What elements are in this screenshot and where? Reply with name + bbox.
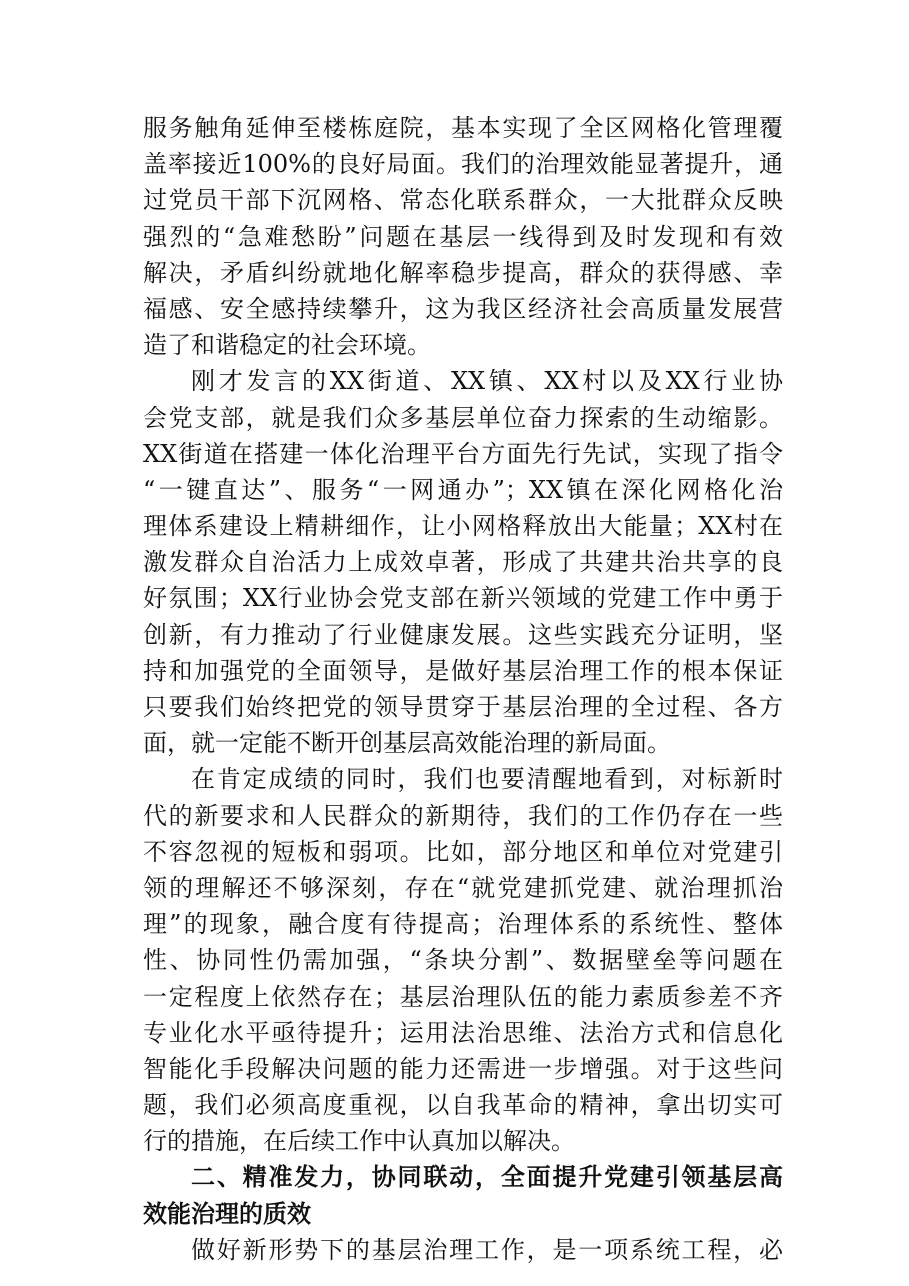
text-line: 激发群众自治活力上成效卓著，形成了共建共治共享的良 xyxy=(143,548,783,577)
text-line: 性、协同性仍需加强，“条块分割”、数据壁垒等问题在 xyxy=(143,946,783,975)
heading-line: 二、精准发力，协同联动，全面提升党建引领基层高 xyxy=(191,1163,783,1192)
document-body xyxy=(143,110,783,1268)
text-line: 福感、安全感持续攀升，这为我区经济社会高质量发展营 xyxy=(143,294,783,323)
section-heading xyxy=(143,1159,783,1231)
text-line: 解决，矛盾纠纷就地化解率稳步提高，群众的获得感、幸 xyxy=(143,258,783,287)
paragraph xyxy=(143,1232,783,1268)
paragraph xyxy=(143,110,783,363)
text-line: 只要我们始终把党的领导贯穿于基层治理的全过程、各方 xyxy=(143,693,783,721)
text-line: 行的措施，在后续工作中认真加以解决。 xyxy=(143,1127,575,1156)
heading-line: 效能治理的质效 xyxy=(143,1199,311,1228)
text-line: 理体系建设上精耕细作，让小网格释放出大能量；XX村在 xyxy=(143,512,783,541)
text-line: 好氛围；XX行业协会党支部在新兴领域的党建工作中勇于 xyxy=(143,584,783,613)
text-line: 智能化手段解决问题的能力还需进一步增强。对于这些问 xyxy=(143,1054,783,1083)
text-line: 专业化水平亟待提升；运用法治思维、法治方式和信息化 xyxy=(143,1018,783,1047)
text-line: 持和加强党的全面领导，是做好基层治理工作的根本保证 xyxy=(143,656,783,685)
paragraph xyxy=(143,363,783,761)
text-line: “一键直达”、服务“一网通办”；XX镇在深化网格化治 xyxy=(143,475,783,504)
text-line: 创新，有力推动了行业健康发展。这些实践充分证明，坚 xyxy=(143,620,783,649)
paragraph xyxy=(143,761,783,1159)
text-line: 在肯定成绩的同时，我们也要清醒地看到，对标新时 xyxy=(191,765,783,794)
text-line: 过党员干部下沉网格、常态化联系群众，一大批群众反映 xyxy=(143,186,783,215)
text-line: 一定程度上依然存在；基层治理队伍的能力素质参差不齐 xyxy=(143,982,783,1011)
text-line: XX街道在搭建一体化治理平台方面先行先试，实现了指令 xyxy=(143,439,783,468)
text-line: 领的理解还不够深刻，存在“就党建抓党建、就治理抓治 xyxy=(143,873,783,902)
text-line: 盖率接近100%的良好局面。我们的治理效能显著提升，通 xyxy=(143,150,783,179)
text-line: 面，就一定能不断开创基层高效能治理的新局面。 xyxy=(143,729,671,758)
text-line: 造了和谐稳定的社会环境。 xyxy=(143,331,431,360)
text-line: 会党支部，就是我们众多基层单位奋力探索的生动缩影。 xyxy=(143,403,783,432)
text-line: 强烈的“急难愁盼”问题在基层一线得到及时发现和有效 xyxy=(143,222,783,251)
text-line: 理”的现象，融合度有待提高；治理体系的系统性、整体 xyxy=(143,910,783,939)
text-line: 不容忽视的短板和弱项。比如，部分地区和单位对党建引 xyxy=(143,837,783,866)
text-line: 代的新要求和人民群众的新期待，我们的工作仍存在一些 xyxy=(143,801,783,830)
text-line: 刚才发言的XX街道、XX镇、XX村以及XX行业协 xyxy=(191,367,783,396)
text-line: 题，我们必须高度重视，以自我革命的精神，拿出切实可 xyxy=(143,1091,783,1120)
text-line: 做好新形势下的基层治理工作，是一项系统工程，必 xyxy=(191,1235,783,1264)
text-line: 服务触角延伸至楼栋庭院，基本实现了全区网格化管理覆 xyxy=(143,114,783,142)
